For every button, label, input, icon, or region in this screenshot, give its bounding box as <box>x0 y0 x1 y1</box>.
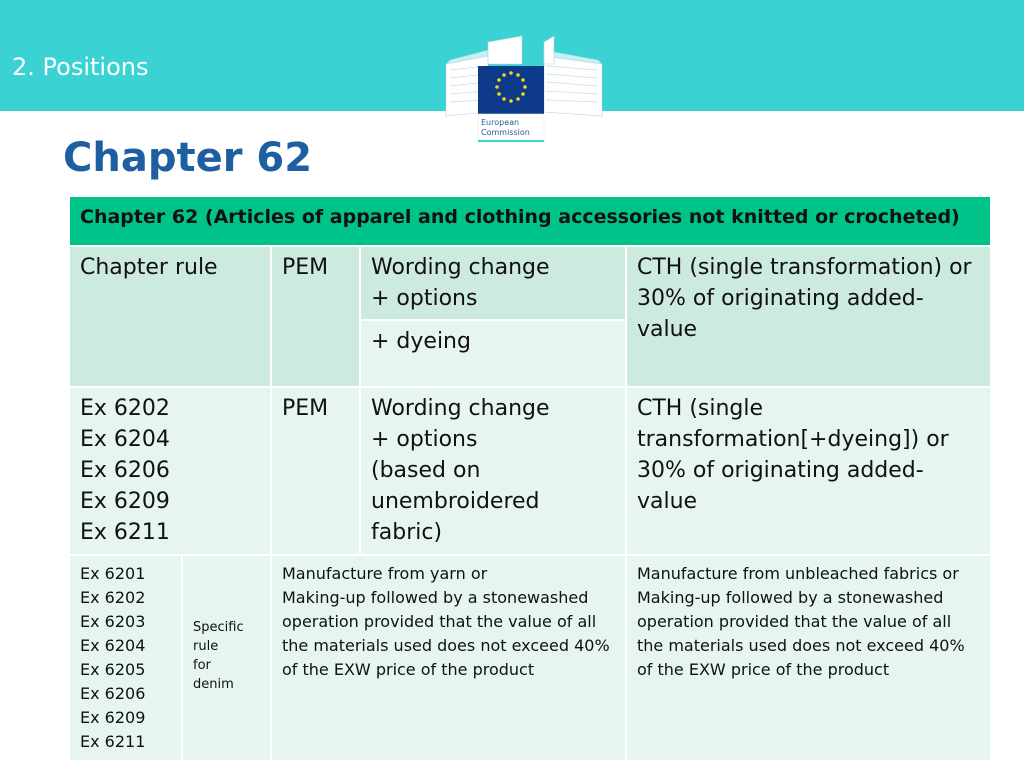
row2-headings <box>69 387 271 555</box>
heading-code: Ex 6204 <box>80 636 146 655</box>
heading-code: Ex 6206 <box>80 458 170 483</box>
row1-change-line: Wording change <box>371 255 550 280</box>
heading-code: Ex 6202 <box>80 588 146 607</box>
row2-change-line: (based on <box>371 458 481 483</box>
row2-type: PEM <box>271 387 360 555</box>
heading-code: Ex 6201 <box>80 564 146 583</box>
rule-line: Making-up followed by a stonewashed operation provided that the value of all the materials used does not exceed 40% of the EXW price of the product <box>637 588 965 679</box>
row1-rule: CTH (single transformation) or 30% of originating added-value <box>626 246 991 387</box>
rule-line: Making-up followed by a stonewashed operation provided that the value of all the materials used does not exceed 40% of the EXW price of the product <box>282 588 610 679</box>
row1-change-options <box>360 246 626 320</box>
row2-change-line: unembroidered <box>371 489 540 514</box>
svg-text:European: European <box>481 118 520 127</box>
row3-rule-b <box>626 555 991 761</box>
row3-headings <box>69 555 182 761</box>
row2-change <box>360 387 626 555</box>
row2-rule: CTH (single transformation[+dyeing]) or 30% of originating added-value <box>626 387 991 555</box>
note-line: for <box>193 658 211 673</box>
table-heading: Chapter 62 (Articles of apparel and clothing accessories not knitted or crocheted) <box>69 196 991 246</box>
rule-line: Manufacture from yarn or <box>282 564 488 583</box>
row1-change-dyeing: + dyeing <box>360 320 626 387</box>
rules-table <box>68 195 992 762</box>
heading-code: Ex 6209 <box>80 708 146 727</box>
heading-code: Ex 6206 <box>80 684 146 703</box>
page-title: Chapter 62 <box>63 135 313 181</box>
note-line: denim <box>193 677 234 692</box>
row2-change-line: fabric) <box>371 520 443 545</box>
note-line: rule <box>193 639 219 654</box>
heading-code: Ex 6205 <box>80 660 146 679</box>
note-line: Specific <box>193 620 244 635</box>
row1-type: PEM <box>271 246 360 387</box>
european-commission-logo <box>444 34 604 144</box>
heading-code: Ex 6203 <box>80 612 146 631</box>
rule-line: Manufacture from unbleached fabrics or <box>637 564 959 583</box>
heading-code: Ex 6211 <box>80 732 146 751</box>
heading-code: Ex 6209 <box>80 489 170 514</box>
row1-scope: Chapter rule <box>69 246 271 387</box>
section-label: 2. Positions <box>12 53 149 81</box>
heading-code: Ex 6204 <box>80 427 170 452</box>
row3-rule-a <box>271 555 626 761</box>
row3-note <box>182 555 271 761</box>
heading-code: Ex 6202 <box>80 396 170 421</box>
svg-text:Commission: Commission <box>481 128 530 137</box>
row2-change-line: + options <box>371 427 478 452</box>
row1-change-line: + options <box>371 286 478 311</box>
heading-code: Ex 6211 <box>80 520 170 545</box>
row2-change-line: Wording change <box>371 396 550 421</box>
